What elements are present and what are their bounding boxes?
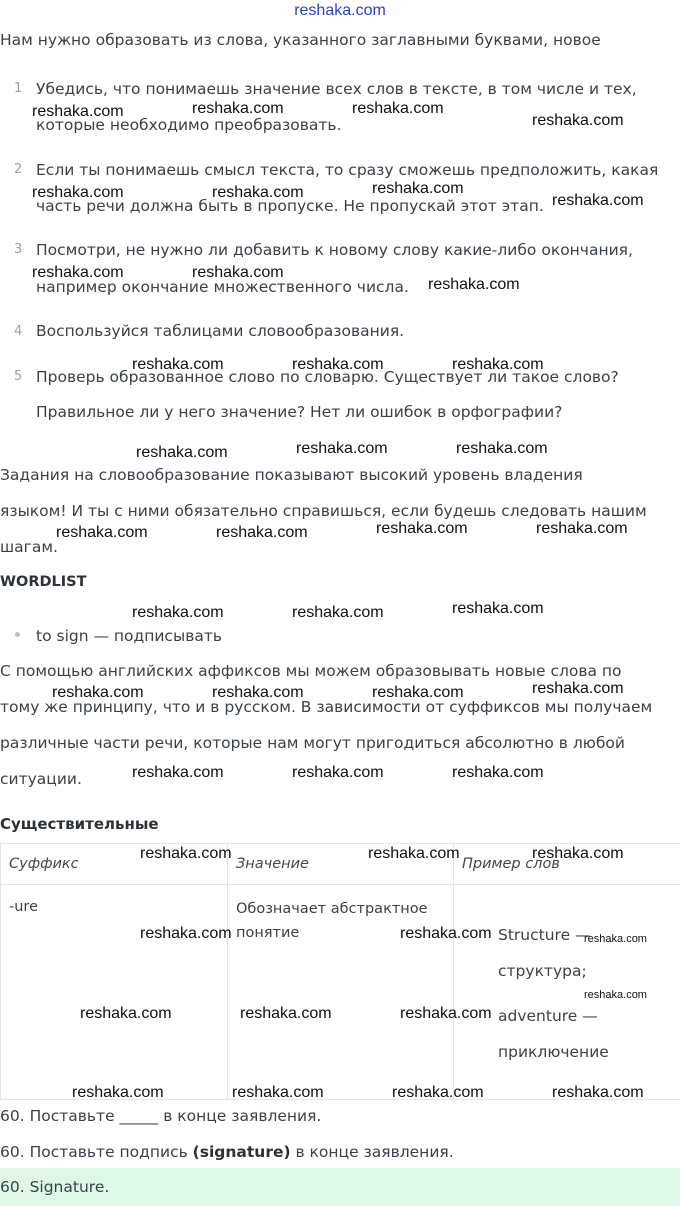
watermark[interactable]: reshaka.com xyxy=(212,184,304,201)
suffix-value: -ure xyxy=(9,899,38,915)
step-1-line-1: Убедись, что понимаешь значение всех слов в тексте, в том числе и тех, xyxy=(36,80,637,98)
table-row xyxy=(1,885,680,1100)
header-examples: Пример слов xyxy=(462,856,560,872)
watermark[interactable]: reshaka.com xyxy=(72,1084,164,1101)
task-hint-suffix: в конце заявления. xyxy=(290,1143,454,1161)
paragraph-1-line-2: языком! И ты с ними обязательно справишься, если будешь следовать нашим xyxy=(0,502,647,520)
watermark[interactable]: reshaka.com xyxy=(52,684,144,701)
watermark[interactable]: reshaka.com xyxy=(400,1005,492,1022)
meaning-line-2: понятие xyxy=(236,925,300,941)
meaning-line-1: Обозначает абстрактное xyxy=(236,901,428,917)
step-number: 4 xyxy=(14,324,23,339)
watermark[interactable]: reshaka.com xyxy=(192,100,284,117)
watermark[interactable]: reshaka.com xyxy=(584,933,647,945)
cell-suffix xyxy=(1,885,228,1100)
watermark[interactable]: reshaka.com xyxy=(368,845,460,862)
watermark[interactable]: reshaka.com xyxy=(532,112,624,129)
task-hint xyxy=(0,1143,454,1161)
watermark[interactable]: reshaka.com xyxy=(452,764,544,781)
answer-box xyxy=(0,1168,680,1206)
example-line-1: Structure — xyxy=(498,926,591,944)
suffix-table xyxy=(0,843,680,1100)
watermark[interactable]: reshaka.com xyxy=(32,184,124,201)
watermark[interactable]: reshaka.com xyxy=(292,356,384,373)
watermark[interactable]: reshaka.com xyxy=(132,356,224,373)
watermark[interactable]: reshaka.com xyxy=(240,1005,332,1022)
example-line-3: adventure — xyxy=(498,1007,598,1025)
step-number: 5 xyxy=(14,369,23,384)
watermark[interactable]: reshaka.com xyxy=(56,524,148,541)
paragraph-2-line-4: ситуации. xyxy=(0,770,82,788)
watermark[interactable]: reshaka.com xyxy=(400,925,492,942)
task-hint-prefix: 60. Поставьте подпись xyxy=(0,1143,193,1161)
watermark[interactable]: reshaka.com xyxy=(372,684,464,701)
site-watermark-top[interactable]: reshaka.com xyxy=(294,2,386,19)
watermark[interactable]: reshaka.com xyxy=(32,103,124,120)
example-line-4: приключение xyxy=(498,1043,609,1061)
watermark[interactable]: reshaka.com xyxy=(212,684,304,701)
watermark[interactable]: reshaka.com xyxy=(296,440,388,457)
step-3-line-2: например окончание множественного числа. xyxy=(36,278,409,296)
step-number: 2 xyxy=(14,162,23,177)
cell-meaning xyxy=(228,885,454,1100)
intro-text: Нам нужно образовать из слова, указанного заглавными буквами, новое xyxy=(0,31,601,49)
watermark[interactable]: reshaka.com xyxy=(292,764,384,781)
watermark[interactable]: reshaka.com xyxy=(392,1084,484,1101)
wordlist-item: to sign — подписывать xyxy=(36,627,222,645)
watermark[interactable]: reshaka.com xyxy=(232,1084,324,1101)
task-hint-keyword: (signature) xyxy=(192,1143,291,1161)
watermark[interactable]: reshaka.com xyxy=(132,764,224,781)
step-2-line-1: Если ты понимаешь смысл текста, то сразу сможешь предположить, какая xyxy=(36,161,659,179)
watermark[interactable]: reshaka.com xyxy=(32,264,124,281)
watermark[interactable]: reshaka.com xyxy=(80,1005,172,1022)
watermark[interactable]: reshaka.com xyxy=(376,520,468,537)
step-4-line-1: Воспользуйся таблицами словообразования. xyxy=(36,322,405,340)
step-3-line-1: Посмотри, не нужно ли добавить к новому слову какие-либо окончания, xyxy=(36,241,633,259)
bullet-dot xyxy=(15,632,20,637)
watermark[interactable]: reshaka.com xyxy=(192,264,284,281)
watermark[interactable]: reshaka.com xyxy=(216,524,308,541)
answer-text: 60. Signature. xyxy=(0,1178,110,1196)
watermark[interactable]: reshaka.com xyxy=(532,680,624,697)
header-suffix: Суффикс xyxy=(9,856,79,872)
watermark[interactable]: reshaka.com xyxy=(536,520,628,537)
nouns-heading: Существительные xyxy=(0,815,159,833)
watermark[interactable]: reshaka.com xyxy=(136,444,228,461)
watermark[interactable]: reshaka.com xyxy=(140,845,232,862)
watermark[interactable]: reshaka.com xyxy=(456,440,548,457)
step-number: 1 xyxy=(14,81,23,96)
step-1-line-2: которые необходимо преобразовать. xyxy=(36,116,342,134)
task-question: 60. Поставьте _____ в конце заявления. xyxy=(0,1107,322,1125)
watermark[interactable]: reshaka.com xyxy=(372,180,464,197)
watermark[interactable]: reshaka.com xyxy=(140,925,232,942)
paragraph-2-line-1: С помощью английских аффиксов мы можем образовывать новые слова по xyxy=(0,662,622,680)
paragraph-1-line-1: Задания на словообразование показывают высокий уровень владения xyxy=(0,466,583,484)
step-2-line-2: часть речи должна быть в пропуске. Не пропускай этот этап. xyxy=(36,197,544,215)
step-5-line-2: Правильное ли у него значение? Нет ли ошибок в орфографии? xyxy=(36,403,563,421)
paragraph-1-line-3: шагам. xyxy=(0,538,58,556)
watermark[interactable]: reshaka.com xyxy=(452,356,544,373)
step-5-line-1: Проверь образованное слово по словарю. Существует ли такое слово? xyxy=(36,368,619,386)
watermark[interactable]: reshaka.com xyxy=(552,1084,644,1101)
watermark[interactable]: reshaka.com xyxy=(452,600,544,617)
example-line-2: структура; xyxy=(498,962,587,980)
paragraph-2-line-2: тому же принципу, что и в русском. В зависимости от суффиксов мы получаем xyxy=(0,698,653,716)
header-meaning: Значение xyxy=(236,856,309,872)
watermark[interactable]: reshaka.com xyxy=(584,989,647,1001)
wordlist-heading: WORDLIST xyxy=(0,574,87,590)
watermark[interactable]: reshaka.com xyxy=(532,845,624,862)
step-number: 3 xyxy=(14,242,23,257)
watermark[interactable]: reshaka.com xyxy=(352,100,444,117)
watermark[interactable]: reshaka.com xyxy=(132,604,224,621)
watermark[interactable]: reshaka.com xyxy=(292,604,384,621)
paragraph-2-line-3: различные части речи, которые нам могут пригодиться абсолютно в любой xyxy=(0,734,625,752)
watermark[interactable]: reshaka.com xyxy=(552,192,644,209)
watermark[interactable]: reshaka.com xyxy=(428,276,520,293)
